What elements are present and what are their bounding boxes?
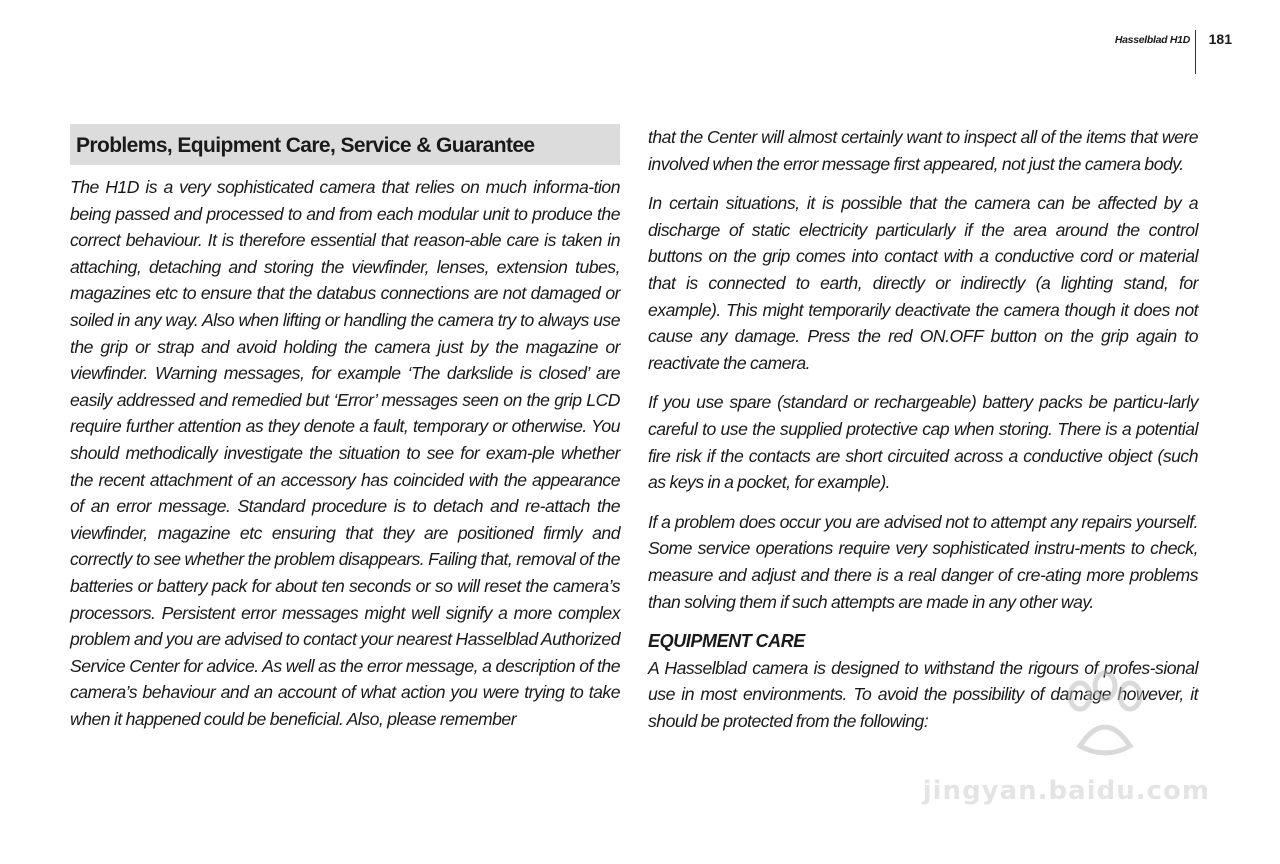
equipment-care-paragraph: A Hasselblad camera is designed to withstand the rigours of profes-sional use in most environments. To avoid the possibility of damage however, it should be protected from the following: [648,657,1198,731]
running-title: Hasselblad H1D [1114,34,1190,46]
body-paragraph: The H1D is a very sophisticated camera that relies on much informa-tion being passed and processed to and from each modular unit to produce the correct behaviour. It is therefore essential that reason-able care is taken in attaching, detaching and storing the viewfinder, lenses, extension tubes, magazines etc to ensure that the databus connections are not damaged or soiled in any way. Also when lifting or handling the camera try to always use the grip or strap and avoid holding the camera just by the magazine or viewfinder. Warning messages, for example ‘The darkslide is closed’ are easily addressed and remedied but ‘Error’ messages seen on the grip LCD require further attention as they denote a fault, temporary or otherwise. You should methodically investigate the situation to see for exam-ple whether the recent attachment of an accessory has coincided with the appearance of an error message. Standard procedure is to detach and re-attach the viewfinder, magazine etc ensuring that they are positioned firmly and correctly to see whether the problem disappears. Failing that, removal of the batteries or battery pack for about ten seconds or so will reset the camera’s processors. Persistent error messages might well signify a more complex problem and you are advised to contact your nearest Hasselblad Authorized Service Center for advice. As well as the error message, a description of the camera’s behaviour and an account of what action you were trying to take when it happened could be beneficial. Also, please remember [70,177,620,729]
body-paragraph: In certain situations, it is possible that the camera can be affected by a discharge of static electricity particularly if the area around the control buttons on the grip comes into contact with a conductive cord or material that is connected to earth, directly or indirectly (a lighting stand, for example). This might temporarily deactivate the camera though it does not cause any damage. Press the red ON.OFF button on the grip again to reactivate the camera. [648,193,1198,373]
watermark-text: jingyan.baidu.com [922,776,1210,806]
page-number: 181 [1208,31,1232,47]
left-column [70,174,620,745]
body-paragraph: that the Center will almost certainly want to inspect all of the items that were involved when the error message first appeared, not just the camera body. [648,127,1198,174]
body-paragraph: If a problem does occur you are advised not to attempt any repairs yourself. Some service operations require very sophisticated instru-ments to check, measure and adjust and there is a real danger of cre-ating more problems than solving them if such attempts are made in any other way. [648,511,1198,612]
section-title: Problems, Equipment Care, Service & Guarantee [70,124,620,165]
equipment-care-heading: EQUIPMENT CARE [648,631,805,652]
body-paragraph: If you use spare (standard or rechargeable) battery packs be particu-larly careful to use the supplied protective cap when storing. There is a potential fire risk if the contacts are short circuited across a conductive object (such as keys in a pocket, for example). [648,392,1198,493]
header-divider [1195,30,1196,74]
right-column [648,124,1198,747]
